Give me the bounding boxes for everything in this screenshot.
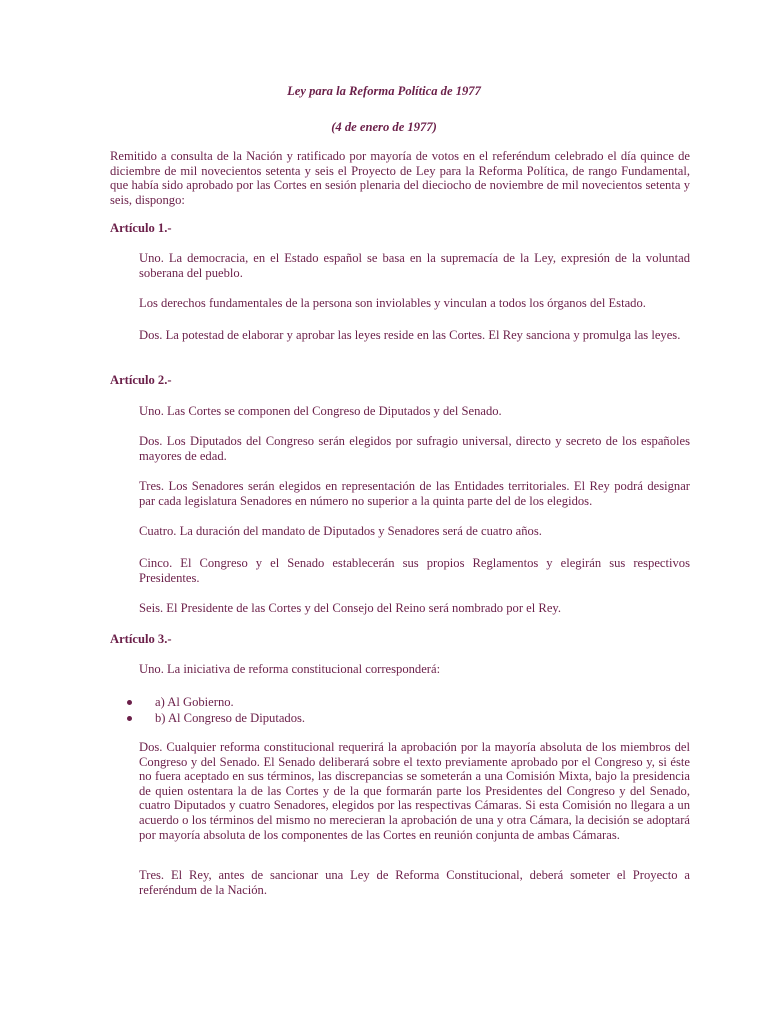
article-2-paragraph: Tres. Los Senadores serán elegidos en representación de las Entidades territoriales. El Rey podrá designar par cada legislatura Senadores en número no superior a la quinta parte del de los elegidos.: [139, 479, 690, 508]
article-2-paragraph: Seis. El Presidente de las Cortes y del Consejo del Reino será nombrado por el Rey.: [139, 601, 562, 615]
article-3-paragraph: Uno. La iniciativa de reforma constitucional corresponderá:: [139, 662, 441, 676]
article-3-paragraph: Dos. Cualquier reforma constitucional requerirá la aprobación por la mayoría absoluta de los miembros del Congreso y del Senado. El Senado deliberará sobre el texto previamente aprobado por el Congreso y, si éste no fuera aceptado en sus términos, las discrepancias se someterán a una Comisión Mixta, bajo la presidencia de quien ostentara la de las Cortes y de la que formarán parte los Presidentes del Congreso y del Senado, cuatro Diputados y cuatro Senadores, elegidos por las respectivas Cámaras. Si esta Comisión no llegara a un acuerdo o los términos del mismo no merecieran la aprobación de una y otra Cámara, la decisión se adoptará por mayoría absoluta de los componentes de las Cortes en reunión conjunta de ambas Cámaras.: [139, 740, 690, 842]
article-1-paragraph: Los derechos fundamentales de la persona son inviolables y vinculan a todos los órganos del Estado.: [139, 296, 646, 310]
list-item-label: a) Al Gobierno.: [155, 695, 234, 709]
intro-paragraph: Remitido a consulta de la Nación y ratificado por mayoría de votos en el referéndum celebrado el día quince de diciembre de mil novecientos setenta y seis el Proyecto de Ley para la Reforma Política, de rango Fundamental, que había sido aprobado por las Cortes en sesión plenaria del dieciocho de noviembre de mil novecientos setenta y seis, dispongo:: [110, 149, 690, 207]
bullet-icon: [127, 716, 132, 721]
article-2-paragraph: Uno. Las Cortes se componen del Congreso de Diputados y del Senado.: [139, 404, 502, 418]
document-date: (4 de enero de 1977): [331, 120, 437, 134]
list-item: [127, 695, 305, 711]
article-2-heading: Artículo 2.-: [110, 373, 172, 387]
article-1-paragraph: Uno. La democracia, en el Estado español se basa en la supremacía de la Ley, expresión de la voluntad soberana del pueblo.: [139, 251, 690, 280]
document-title: Ley para la Reforma Política de 1977: [287, 84, 481, 98]
list-item-label: b) Al Congreso de Diputados.: [155, 711, 306, 725]
article-2-paragraph: Cuatro. La duración del mandato de Diputados y Senadores será de cuatro años.: [139, 524, 542, 538]
article-3-heading: Artículo 3.-: [110, 632, 172, 646]
article-2-paragraph: Dos. Los Diputados del Congreso serán elegidos por sufragio universal, directo y secreto de los españoles mayores de edad.: [139, 434, 690, 463]
article-3-paragraph: Tres. El Rey, antes de sancionar una Ley de Reforma Constitucional, deberá someter el Proyecto a referéndum de la Nación.: [139, 868, 690, 897]
article-3-list: [127, 695, 305, 727]
article-1-heading: Artículo 1.-: [110, 221, 172, 235]
bullet-icon: [127, 700, 132, 705]
article-2-paragraph: Cinco. El Congreso y el Senado establecerán sus propios Reglamentos y elegirán sus respectivos Presidentes.: [139, 556, 690, 585]
article-1-paragraph: Dos. La potestad de elaborar y aprobar las leyes reside en las Cortes. El Rey sanciona y promulga las leyes.: [139, 328, 681, 342]
list-item: [127, 711, 305, 727]
